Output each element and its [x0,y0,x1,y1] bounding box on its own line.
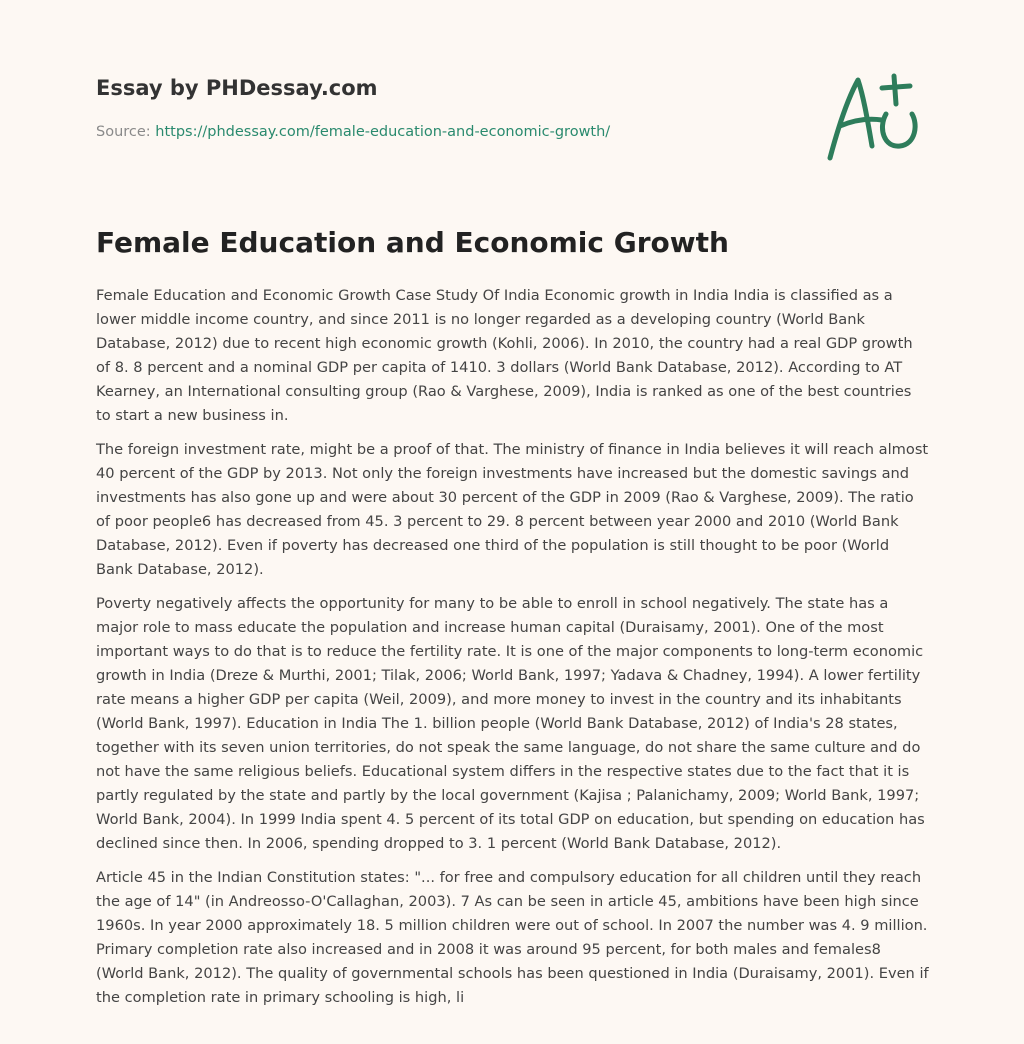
essay-body [96,284,930,1020]
paragraph: Female Education and Economic Growth Case Study Of India Economic growth in India India is classified as a lower middle income country, and since 2011 is no longer regarded as a developing country (World Bank Database, 2012) due to recent high economic growth (Kohli, 2006). In 2010, the country had a real GDP growth of 8. 8 percent and a nominal GDP per capita of 1410. 3 dollars (World Bank Database, 2012). According to AT Kearney, an International consulting group (Rao & Varghese, 2009), India is ranked as one of the best countries to start a new business in. [96,287,913,424]
paragraph: Article 45 in the Indian Constitution states: "... for free and compulsory education for all children until they reach the age of 14" (in Andreosso-O'Callaghan, 2003). 7 As can be seen in article 45, ambitions have been high since 1960s. In year 2000 approximately 18. 5 million children were out of school. In 2007 the number was 4. 9 million. Primary completion rate also increased and in 2008 it was around 95 percent, for both males and females8 (World Bank, 2012). The quality of governmental schools has been questioned in India (Duraisamy, 2001). Even if the completion rate in primary schooling is high, li [96,869,929,1006]
source-link[interactable]: https://phdessay.com/female-education-and-economic-growth/ [155,124,611,140]
paragraph: The foreign investment rate, might be a proof of that. The ministry of finance in India believes it will reach almost 40 percent of the GDP by 2013. Not only the foreign investments have increased but the domestic savings and investments has also gone up and were about 30 percent of the GDP in 2009 (Rao & Varghese, 2009). The ratio of poor people6 has decreased from 45. 3 percent to 29. 8 percent between year 2000 and 2010 (World Bank Database, 2012). Even if poverty has decreased one third of the population is still thought to be poor (World Bank Database, 2012). [96,441,929,578]
paragraph: Poverty negatively affects the opportunity for many to be able to enroll in school negatively. The state has a major role to mass educate the population and increase human capital (Duraisamy, 2001). One of the most important ways to do that is to reduce the fertility rate. It is one of the major components to long-term economic growth in India (Dreze & Murthi, 2001; Tilak, 2006; World Bank, 1997; Yadava & Chadney, 1994). A lower fertility rate means a higher GDP per capita (Weil, 2009), and more money to invest in the country and its inhabitants (World Bank, 1997). Education in India The 1. billion people (World Bank Database, 2012) of India's 28 states, together with its seven union territories, do not speak the same language, do not share the same culture and do not have the same religious beliefs. Educational system differs in the respective states due to the fact that it is partly regulated by the state and partly by the local government (Kajisa ; Palanichamy, 2009; World Bank, 1997; World Bank, 2004). In 1999 India spent 4. 5 percent of its total GDP on education, but spending on education has declined since then. In 2006, spending dropped to 3. 1 percent (World Bank Database, 2012). [96,595,925,852]
a-plus-logo-icon [820,68,930,164]
source-label: Source: [96,124,156,140]
essay-title: Female Education and Economic Growth [96,226,729,259]
site-title: Essay by PHDessay.com [96,76,378,100]
a-plus-logo [820,68,930,164]
source-line [96,124,610,140]
